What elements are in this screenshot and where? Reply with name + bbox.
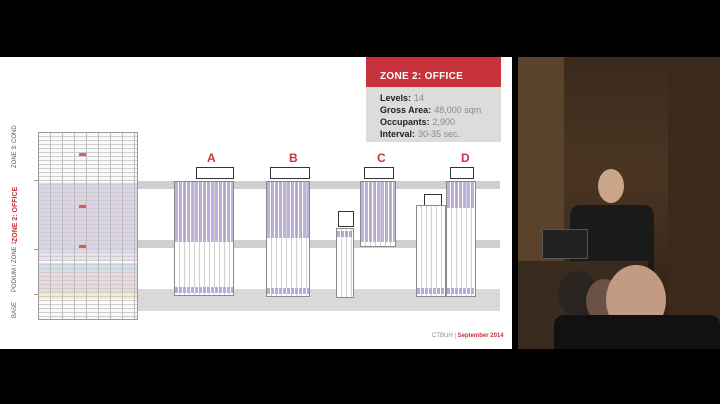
lobby-stops	[447, 288, 475, 294]
area-row	[380, 105, 481, 115]
lift-shafts	[175, 182, 233, 295]
zone-side-labels	[12, 125, 36, 318]
lift-bank-b	[266, 181, 310, 297]
occupants-value: 2,900	[432, 117, 456, 127]
footer-org: CTBUH	[432, 333, 453, 339]
lobby-stops	[175, 287, 233, 293]
zone-info-box	[366, 87, 501, 142]
levels-value: 14	[414, 93, 425, 103]
speaker-video	[518, 57, 720, 349]
lift-bank-c	[360, 181, 396, 247]
bank-a-label: A	[207, 151, 216, 165]
zone-title-box	[366, 57, 501, 87]
slide-footer: CTBUH | September 2014	[432, 333, 504, 339]
shuttle-bank-d	[416, 205, 446, 297]
bank-b-label: B	[289, 151, 298, 165]
lift-shafts	[447, 182, 475, 296]
lobby-stops	[417, 288, 445, 294]
lift-shafts	[267, 182, 309, 296]
speaker-head	[598, 169, 624, 203]
bank-d-label: D	[461, 151, 470, 165]
occupants-row	[380, 117, 455, 127]
floor-table	[38, 132, 138, 320]
area-label: Gross Area:	[380, 105, 432, 115]
levels-row	[380, 93, 424, 103]
footer-date: September 2014	[457, 333, 504, 339]
bank-b-callout	[270, 167, 310, 179]
shuttle-bank	[336, 228, 354, 298]
levels-label: Levels:	[380, 93, 412, 103]
interval-row	[380, 129, 460, 139]
area-value: 48,000 sqm	[434, 105, 482, 115]
zone2-label: ZONE 2: OFFICE	[12, 186, 19, 242]
bank-c-callout	[364, 167, 394, 179]
zone3-label: ZONE 3: COND	[12, 125, 18, 168]
laptop	[542, 229, 588, 259]
zone-title: ZONE 2: OFFICE	[380, 71, 464, 82]
lobby-stops	[267, 288, 309, 294]
interval-value: 30-35 sec.	[418, 129, 461, 139]
podium-label: PODIUM / ZONE 1	[12, 241, 18, 292]
table-columns	[39, 133, 137, 319]
shuttle-callout	[338, 211, 354, 227]
lift-shafts	[337, 229, 353, 297]
lift-bank-d	[446, 181, 476, 297]
lift-shafts	[361, 182, 395, 246]
base-label: BASE	[12, 301, 18, 318]
bank-d-callout	[450, 167, 474, 179]
lift-shafts	[417, 206, 445, 296]
wall-panel	[668, 57, 720, 349]
audience-bodies	[554, 315, 720, 349]
lift-bank-a	[174, 181, 234, 296]
bank-a-callout	[196, 167, 234, 179]
presentation-slide	[0, 57, 512, 349]
occupants-label: Occupants:	[380, 117, 430, 127]
bank-c-label: C	[377, 151, 386, 165]
interval-label: Interval:	[380, 129, 416, 139]
